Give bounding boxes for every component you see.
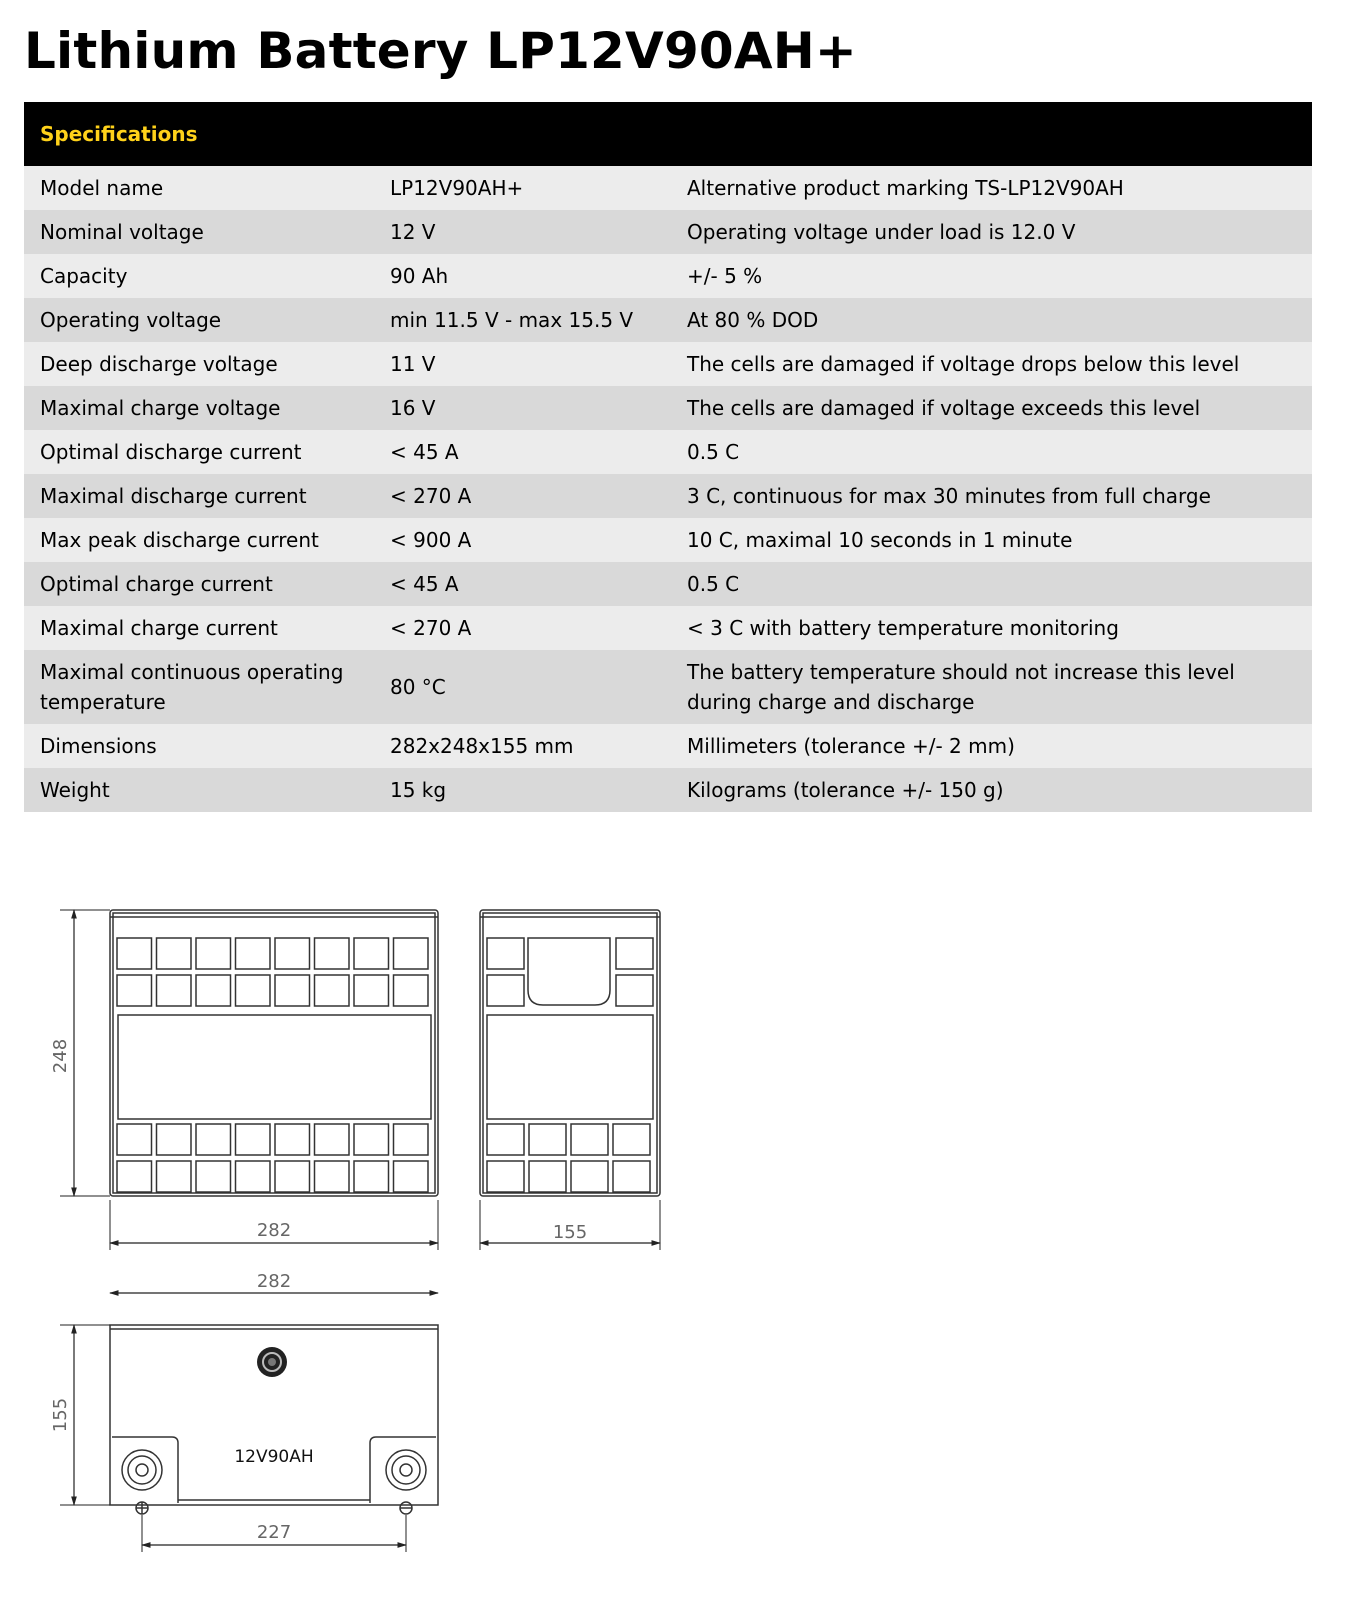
spec-note: The cells are damaged if voltage exceeds this level	[687, 396, 1201, 420]
spec-note: The battery temperature should not increase this level during charge and discharge	[687, 660, 1235, 714]
grid-cell	[236, 1124, 271, 1155]
spec-value: 11 V	[390, 352, 436, 376]
front-view	[110, 910, 438, 1196]
grid-cell	[275, 975, 310, 1006]
grid-cell	[613, 1161, 650, 1192]
grid-cell	[315, 938, 350, 969]
spec-name: Optimal discharge current	[40, 440, 302, 464]
battery-label: 12V90AH	[234, 1447, 314, 1467]
spec-value: min 11.5 V - max 15.5 V	[390, 308, 634, 332]
spec-name: Max peak discharge current	[40, 528, 319, 552]
grid-cell	[354, 1124, 389, 1155]
spec-name: Dimensions	[40, 734, 157, 758]
spec-name: Model name	[40, 176, 164, 200]
table-header: Specifications	[24, 102, 1312, 166]
spec-value: 282x248x155 mm	[390, 734, 574, 758]
front-height-label: 248	[50, 1038, 71, 1074]
spec-name: Weight	[40, 778, 110, 802]
grid-cell	[157, 975, 192, 1006]
grid-cell	[529, 1161, 566, 1192]
spec-note: < 3 C with battery temperature monitoring	[687, 616, 1119, 640]
spec-note: 3 C, continuous for max 30 minutes from full charge	[687, 484, 1211, 508]
spec-value: 15 kg	[390, 778, 447, 802]
grid-cell	[487, 938, 524, 969]
spec-name: Maximal continuous operating temperature	[40, 660, 344, 714]
grid-cell	[616, 938, 653, 969]
grid-cell	[315, 975, 350, 1006]
spec-value: LP12V90AH+	[390, 176, 524, 200]
grid-cell	[196, 1161, 231, 1192]
spec-name: Deep discharge voltage	[40, 352, 278, 376]
spec-name: Maximal charge current	[40, 616, 278, 640]
grid-cell	[315, 1124, 350, 1155]
grid-cell	[487, 975, 524, 1006]
side-width-label: 155	[552, 1222, 588, 1243]
grid-cell	[613, 1124, 650, 1155]
spec-name: Optimal charge current	[40, 572, 273, 596]
terminal-spacing-label: 227	[256, 1522, 292, 1543]
grid-cell	[487, 1124, 524, 1155]
spec-note: 0.5 C	[687, 440, 740, 464]
grid-cell	[236, 1161, 271, 1192]
grid-cell	[117, 1124, 152, 1155]
grid-cell	[117, 938, 152, 969]
spec-note: Operating voltage under load is 12.0 V	[687, 220, 1076, 244]
terminal-spacing-dimension	[142, 1515, 406, 1552]
front-height-dimension	[50, 910, 110, 1196]
spec-value: < 900 A	[390, 528, 472, 552]
vent-cap-icon	[257, 1347, 287, 1377]
top-depth-dimension	[50, 1325, 110, 1505]
grid-cell	[236, 938, 271, 969]
spec-name: Nominal voltage	[40, 220, 204, 244]
top-width-dimension	[110, 1271, 438, 1293]
spec-note: 0.5 C	[687, 572, 740, 596]
spec-note: Kilograms (tolerance +/- 150 g)	[687, 778, 1004, 802]
grid-cell	[196, 1124, 231, 1155]
grid-cell	[275, 1124, 310, 1155]
grid-cell	[275, 938, 310, 969]
spec-note: At 80 % DOD	[687, 308, 819, 332]
spec-note: Alternative product marking TS-LP12V90AH	[687, 176, 1124, 200]
spec-value: 80 °C	[390, 675, 446, 699]
grid-cell	[354, 1161, 389, 1192]
grid-cell	[394, 975, 429, 1006]
grid-cell	[354, 975, 389, 1006]
grid-cell	[236, 975, 271, 1006]
spec-note: The cells are damaged if voltage drops below this level	[687, 352, 1240, 376]
grid-cell	[571, 1124, 608, 1155]
grid-cell	[196, 938, 231, 969]
page-title: Lithium Battery LP12V90AH+	[24, 22, 857, 80]
grid-cell	[315, 1161, 350, 1192]
grid-cell	[354, 938, 389, 969]
grid-cell	[275, 1161, 310, 1192]
top-depth-label: 155	[50, 1397, 71, 1433]
spec-name: Operating voltage	[40, 308, 222, 332]
spec-name: Maximal discharge current	[40, 484, 307, 508]
spec-name: Capacity	[40, 264, 128, 288]
grid-cell	[616, 975, 653, 1006]
spec-value: < 270 A	[390, 484, 472, 508]
grid-cell	[529, 1124, 566, 1155]
grid-cell	[394, 1124, 429, 1155]
grid-cell	[157, 1124, 192, 1155]
spec-value: 16 V	[390, 396, 436, 420]
top-width-label: 282	[256, 1271, 292, 1292]
spec-note: +/- 5 %	[687, 264, 763, 288]
grid-cell	[196, 975, 231, 1006]
spec-value: < 45 A	[390, 572, 459, 596]
side-width-dimension	[480, 1200, 660, 1250]
grid-cell	[157, 1161, 192, 1192]
front-width-label: 282	[256, 1220, 292, 1241]
grid-cell	[394, 938, 429, 969]
grid-cell	[571, 1161, 608, 1192]
grid-cell	[117, 1161, 152, 1192]
spec-value: 90 Ah	[390, 264, 449, 288]
grid-cell	[157, 938, 192, 969]
spec-value: < 270 A	[390, 616, 472, 640]
spec-value: 12 V	[390, 220, 436, 244]
grid-cell	[394, 1161, 429, 1192]
spec-note: 10 C, maximal 10 seconds in 1 minute	[687, 528, 1073, 552]
spec-name: Maximal charge voltage	[40, 396, 281, 420]
front-width-dimension	[110, 1200, 438, 1250]
grid-cell	[117, 975, 152, 1006]
grid-cell	[487, 1161, 524, 1192]
spec-value: < 45 A	[390, 440, 459, 464]
side-view	[480, 910, 660, 1196]
spec-note: Millimeters (tolerance +/- 2 mm)	[687, 734, 1015, 758]
